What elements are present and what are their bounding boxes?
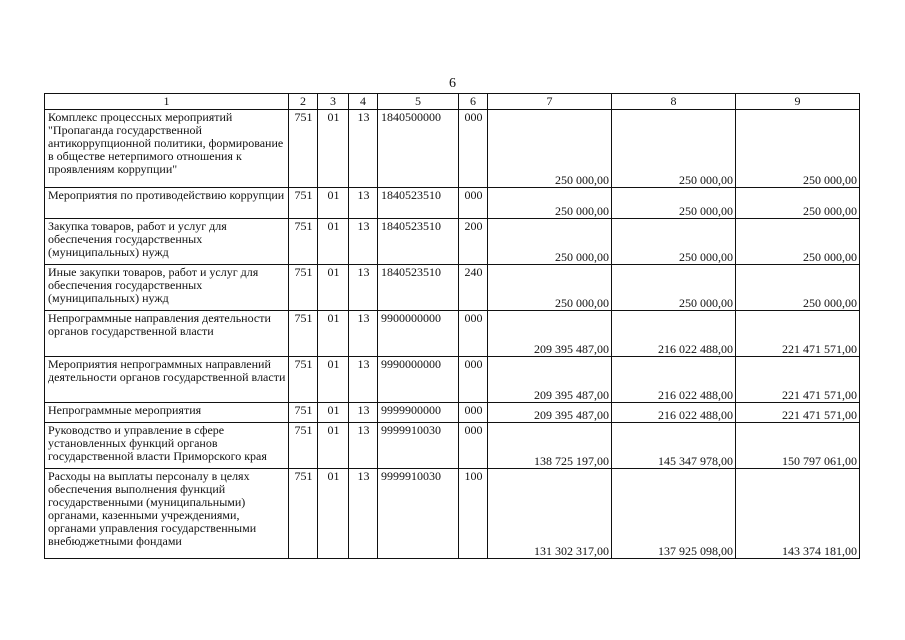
expense-type-cell: 200	[459, 219, 488, 265]
column-header: 3	[318, 94, 349, 110]
row-name-cell: Мероприятия непрограммных направлений деятельности органов государственной власти	[45, 357, 289, 403]
column-header: 2	[289, 94, 318, 110]
table-row	[45, 357, 860, 403]
amount-col7-cell: 250 000,00	[488, 110, 612, 188]
table-row	[45, 311, 860, 357]
amount-col8-cell: 250 000,00	[612, 219, 736, 265]
amount-col7-cell: 131 302 317,00	[488, 469, 612, 559]
subsection-code-cell: 13	[349, 357, 378, 403]
section-code-cell: 01	[318, 311, 349, 357]
row-name-cell: Иные закупки товаров, работ и услуг для обеспечения государственных (муниципальных) нужд	[45, 265, 289, 311]
row-name-cell: Руководство и управление в сфере установленных функций органов государственной власти Приморского края	[45, 423, 289, 469]
column-header: 9	[736, 94, 860, 110]
amount-col8-cell: 145 347 978,00	[612, 423, 736, 469]
amount-col7-cell: 209 395 487,00	[488, 403, 612, 423]
expense-type-cell: 000	[459, 188, 488, 219]
amount-col7-cell: 209 395 487,00	[488, 357, 612, 403]
section-code-cell: 01	[318, 265, 349, 311]
expense-type-cell: 000	[459, 357, 488, 403]
table-row	[45, 423, 860, 469]
budget-table	[44, 93, 860, 559]
table-row	[45, 219, 860, 265]
subsection-code-cell: 13	[349, 469, 378, 559]
row-name-cell: Расходы на выплаты персоналу в целях обеспечения выполнения функций государственными (муниципальными) органами, казенными учреждениями, органами управления государственными внебюджетными фондами	[45, 469, 289, 559]
section-code-cell: 01	[318, 219, 349, 265]
expense-type-cell: 000	[459, 110, 488, 188]
page-number: 6	[449, 76, 456, 91]
section-code-cell: 01	[318, 403, 349, 423]
amount-col9-cell: 250 000,00	[736, 110, 860, 188]
amount-col7-cell: 250 000,00	[488, 265, 612, 311]
amount-col9-cell: 221 471 571,00	[736, 357, 860, 403]
amount-col9-cell: 150 797 061,00	[736, 423, 860, 469]
amount-col9-cell: 250 000,00	[736, 265, 860, 311]
section-code-cell: 01	[318, 357, 349, 403]
expense-type-cell: 240	[459, 265, 488, 311]
target-article-cell: 9999910030	[378, 423, 459, 469]
amount-col9-cell: 221 471 571,00	[736, 311, 860, 357]
target-article-cell: 1840500000	[378, 110, 459, 188]
subsection-code-cell: 13	[349, 311, 378, 357]
column-header: 7	[488, 94, 612, 110]
subsection-code-cell: 13	[349, 219, 378, 265]
column-header: 6	[459, 94, 488, 110]
amount-col9-cell: 143 374 181,00	[736, 469, 860, 559]
target-article-cell: 1840523510	[378, 219, 459, 265]
target-article-cell: 9999910030	[378, 469, 459, 559]
ministry-code-cell: 751	[289, 188, 318, 219]
ministry-code-cell: 751	[289, 311, 318, 357]
table-row	[45, 110, 860, 188]
amount-col8-cell: 216 022 488,00	[612, 357, 736, 403]
amount-col9-cell: 221 471 571,00	[736, 403, 860, 423]
ministry-code-cell: 751	[289, 219, 318, 265]
target-article-cell: 9990000000	[378, 357, 459, 403]
ministry-code-cell: 751	[289, 357, 318, 403]
amount-col9-cell: 250 000,00	[736, 188, 860, 219]
table-row	[45, 265, 860, 311]
table-row	[45, 188, 860, 219]
amount-col8-cell: 216 022 488,00	[612, 311, 736, 357]
expense-type-cell: 100	[459, 469, 488, 559]
expense-type-cell: 000	[459, 311, 488, 357]
target-article-cell: 1840523510	[378, 188, 459, 219]
ministry-code-cell: 751	[289, 423, 318, 469]
subsection-code-cell: 13	[349, 423, 378, 469]
column-header: 4	[349, 94, 378, 110]
ministry-code-cell: 751	[289, 403, 318, 423]
section-code-cell: 01	[318, 110, 349, 188]
row-name-cell: Комплекс процессных мероприятий "Пропаганда государственной антикоррупционной политики, формирование в обществе нетерпимого отношения к проявлениям коррупции"	[45, 110, 289, 188]
column-header: 5	[378, 94, 459, 110]
amount-col9-cell: 250 000,00	[736, 219, 860, 265]
table-row	[45, 469, 860, 559]
ministry-code-cell: 751	[289, 265, 318, 311]
table-row	[45, 403, 860, 423]
subsection-code-cell: 13	[349, 265, 378, 311]
amount-col8-cell: 250 000,00	[612, 188, 736, 219]
amount-col8-cell: 250 000,00	[612, 265, 736, 311]
target-article-cell: 9900000000	[378, 311, 459, 357]
column-header: 8	[612, 94, 736, 110]
row-name-cell: Непрограммные мероприятия	[45, 403, 289, 423]
amount-col8-cell: 216 022 488,00	[612, 403, 736, 423]
amount-col7-cell: 250 000,00	[488, 219, 612, 265]
target-article-cell: 1840523510	[378, 265, 459, 311]
row-name-cell: Непрограммные направления деятельности органов государственной власти	[45, 311, 289, 357]
expense-type-cell: 000	[459, 403, 488, 423]
section-code-cell: 01	[318, 423, 349, 469]
row-name-cell: Закупка товаров, работ и услуг для обеспечения государственных (муниципальных) нужд	[45, 219, 289, 265]
subsection-code-cell: 13	[349, 403, 378, 423]
amount-col7-cell: 209 395 487,00	[488, 311, 612, 357]
table-header-row	[45, 94, 860, 110]
section-code-cell: 01	[318, 188, 349, 219]
target-article-cell: 9999900000	[378, 403, 459, 423]
amount-col8-cell: 250 000,00	[612, 110, 736, 188]
subsection-code-cell: 13	[349, 110, 378, 188]
ministry-code-cell: 751	[289, 110, 318, 188]
section-code-cell: 01	[318, 469, 349, 559]
column-header: 1	[45, 94, 289, 110]
amount-col7-cell: 250 000,00	[488, 188, 612, 219]
amount-col7-cell: 138 725 197,00	[488, 423, 612, 469]
amount-col8-cell: 137 925 098,00	[612, 469, 736, 559]
ministry-code-cell: 751	[289, 469, 318, 559]
row-name-cell: Мероприятия по противодействию коррупции	[45, 188, 289, 219]
subsection-code-cell: 13	[349, 188, 378, 219]
expense-type-cell: 000	[459, 423, 488, 469]
